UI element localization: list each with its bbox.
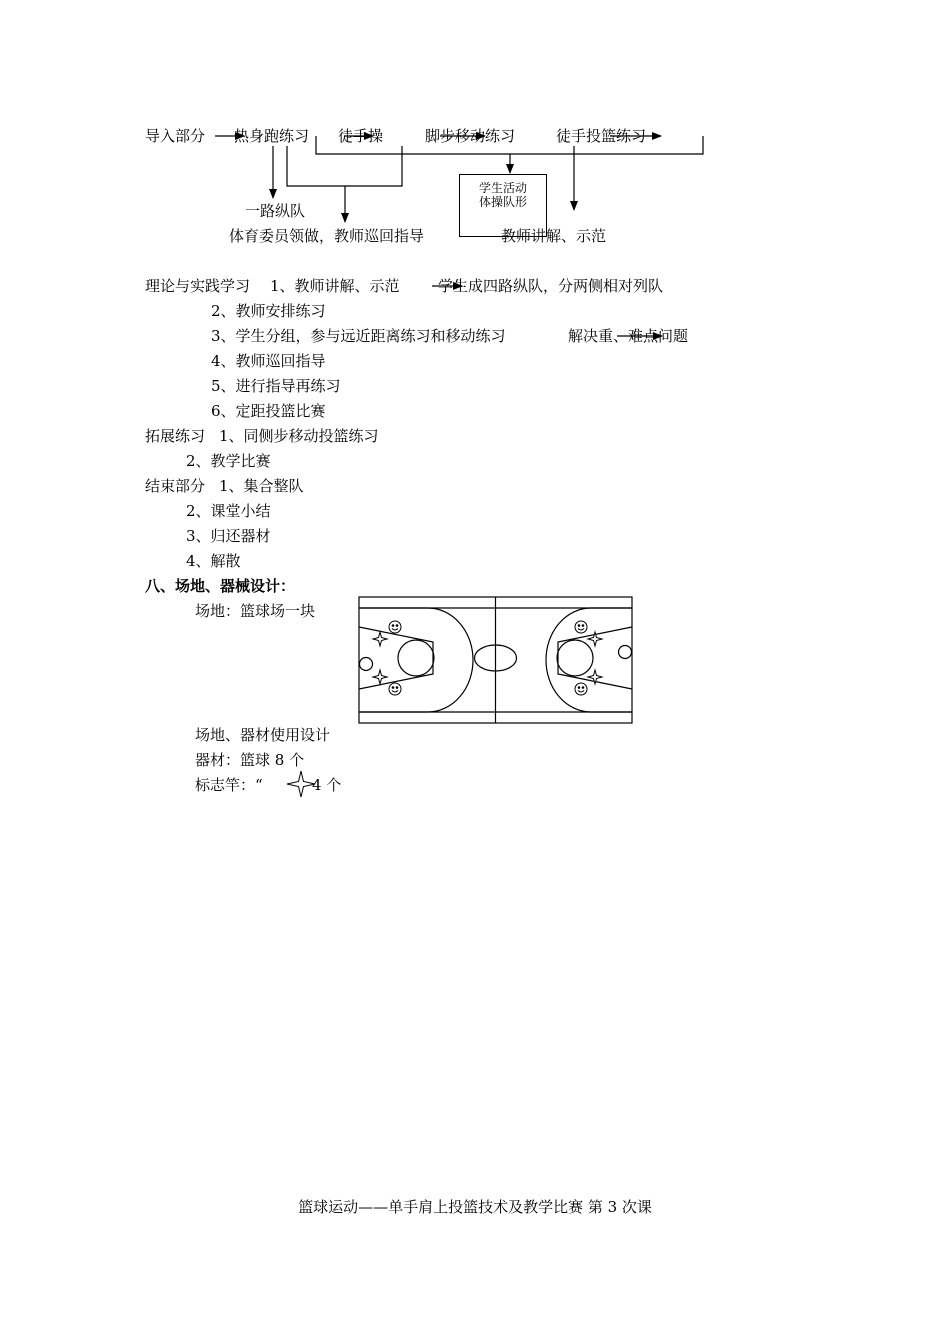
ending-label: 结束部分 bbox=[145, 477, 206, 495]
right-basket bbox=[619, 646, 632, 659]
theory-item-2: 2、教师安排练习 bbox=[211, 302, 326, 320]
box-line-2: 体操队形 bbox=[478, 195, 527, 209]
theory-item-1: 1、教师讲解、示范 bbox=[270, 277, 400, 295]
intro-leader: 体育委员领做，教师巡回指导 bbox=[229, 227, 425, 245]
theory-item-3: 3、学生分组，参与远近距离练习和移动练习 bbox=[211, 327, 506, 345]
ending-item-2: 2、课堂小结 bbox=[186, 502, 271, 520]
theory-key-point: 解决重、难点问题 bbox=[568, 327, 689, 345]
intro-teacher-demo: 教师讲解、示范 bbox=[501, 227, 607, 245]
intro-label: 导入部分 bbox=[145, 127, 206, 145]
venue-text: 场地：篮球场一块 bbox=[195, 602, 316, 620]
page-footer: 篮球运动——单手肩上投篮技术及教学比赛 第 3 次课 bbox=[298, 1198, 652, 1216]
freehand-bracket bbox=[287, 146, 402, 186]
intro-formation: 一路纵队 bbox=[245, 202, 306, 220]
intro-step-shooting: 徒手投篮练习 bbox=[556, 127, 647, 145]
intro-step-freehand: 徒手操 bbox=[338, 127, 384, 145]
theory-item-1-result: 学生成四路纵队，分两侧相对列队 bbox=[438, 277, 664, 295]
smiley-icon bbox=[575, 621, 587, 633]
extension-item-2: 2、教学比赛 bbox=[186, 452, 271, 470]
smiley-icon bbox=[389, 621, 401, 633]
left-three-point-arc bbox=[359, 608, 473, 712]
intro-step-footwork: 脚步移动练习 bbox=[425, 127, 516, 145]
extension-label: 拓展练习 bbox=[145, 427, 206, 445]
marker-pole-icon bbox=[373, 632, 387, 646]
equipment-text: 器材：篮球 8 个 bbox=[195, 751, 305, 769]
marker-pole-icon bbox=[373, 670, 387, 684]
theory-label: 理论与实践学习 bbox=[145, 277, 251, 295]
section-8-heading: 八、场地、器械设计： bbox=[145, 577, 296, 595]
right-free-throw-circle bbox=[557, 640, 593, 676]
basketball-court-diagram bbox=[355, 594, 637, 728]
theory-item-6: 6、定距投篮比赛 bbox=[211, 402, 326, 420]
ending-item-3: 3、归还器材 bbox=[186, 527, 271, 545]
box-line-1: 学生活动 bbox=[478, 181, 527, 195]
design-text: 场地、器材使用设计 bbox=[195, 726, 331, 744]
ending-item-1: 1、集合整队 bbox=[219, 477, 304, 495]
poles-suffix: 4 个 bbox=[312, 776, 342, 794]
left-free-throw-circle bbox=[398, 640, 434, 676]
left-key bbox=[359, 627, 433, 689]
smiley-icon bbox=[575, 683, 587, 695]
extension-item-1: 1、同侧步移动投篮练习 bbox=[219, 427, 379, 445]
theory-item-5: 5、进行指导再练习 bbox=[211, 377, 341, 395]
left-basket bbox=[360, 658, 373, 671]
smiley-icon bbox=[389, 683, 401, 695]
right-three-point-arc bbox=[546, 608, 632, 712]
theory-item-4: 4、教师巡回指导 bbox=[211, 352, 326, 370]
ending-item-4: 4、解散 bbox=[186, 552, 241, 570]
intro-step-warmup: 热身跑练习 bbox=[234, 127, 310, 145]
poles-prefix: 标志竿：“ bbox=[195, 776, 263, 794]
